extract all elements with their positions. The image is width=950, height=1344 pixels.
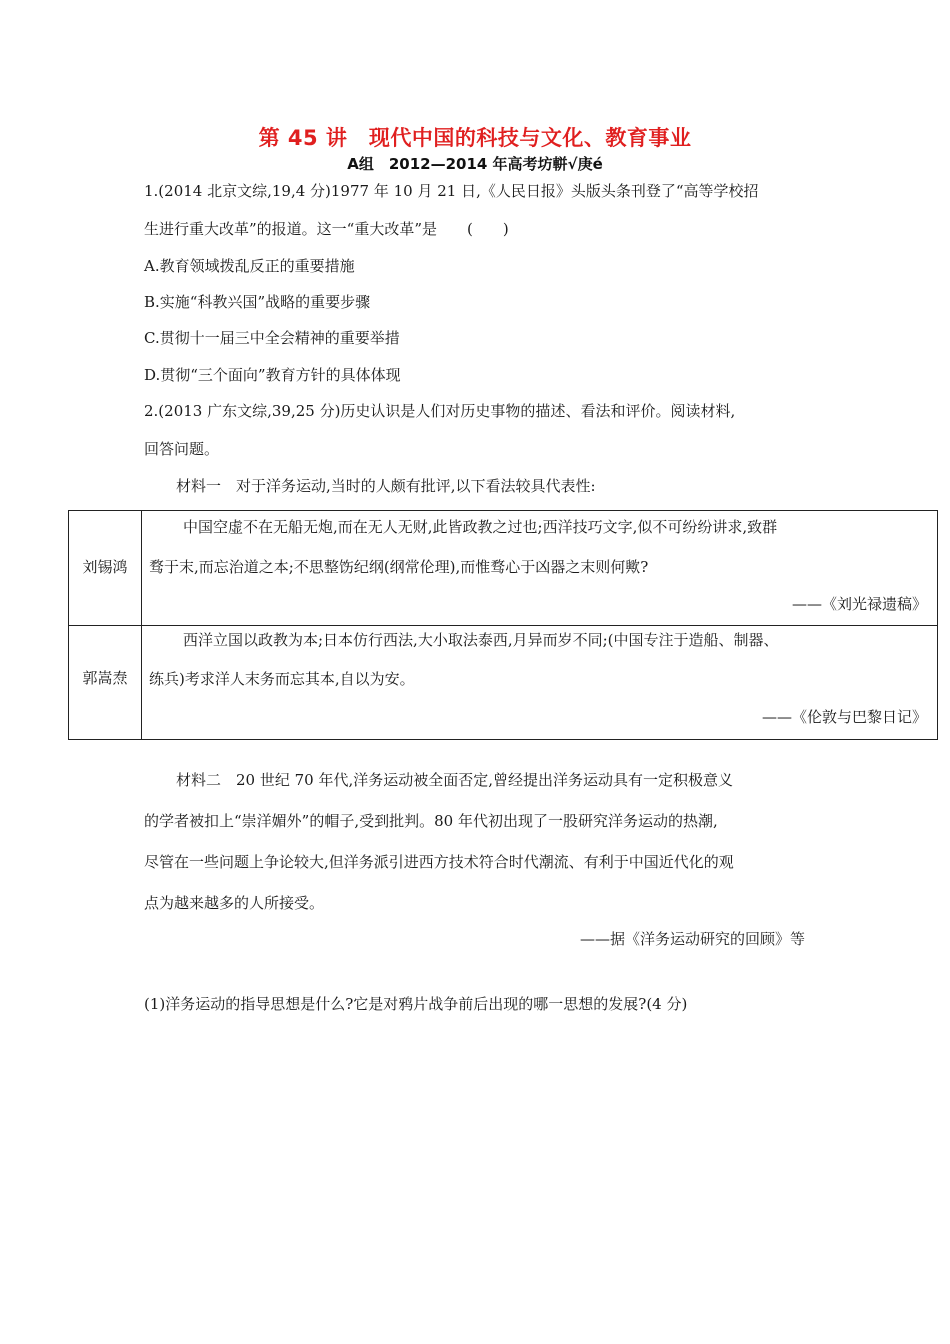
question1-option-c: C.贯彻十一届三中全会精神的重要举措 [144, 329, 400, 347]
table-row-divider [69, 625, 937, 626]
material2-source: ——据《洋务运动研究的回顾》等 [579, 930, 805, 948]
material2-line: 尽管在一些问题上争论较大,但洋务派引进西方技术符合时代潮流、有利于中国近代化的观 [144, 853, 734, 871]
material1-intro: 材料一 对于洋务运动,当时的人颇有批评,以下看法较具代表性: [176, 477, 596, 495]
question1-stem-line1: 1.(2014 北京文综,19,4 分)1977 年 10 月 21 日,《人民日报》头版头条刊登了“高等学校招 [144, 182, 759, 200]
section-heading: A组 2012—2014 年高考坊軿√庚é [347, 155, 603, 173]
sub-question-1: (1)洋务运动的指导思想是什么?它是对鸦片战争前后出现的哪一思想的发展?(4 分) [144, 995, 688, 1013]
page-title: 第 45 讲 现代中国的科技与文化、教育事业 [258, 126, 692, 150]
material2-line: 材料二 20 世纪 70 年代,洋务运动被全面否定,曾经提出洋务运动具有一定积极意义 [176, 771, 734, 789]
table-row-name: 刘锡鸿 [82, 558, 128, 576]
material2-line: 点为越来越多的人所接受。 [144, 894, 325, 912]
question1-option-a: A.教育领域拨乱反正的重要措施 [144, 257, 355, 275]
question2-stem-line2: 回答问题。 [144, 440, 220, 458]
question2-stem-line1: 2.(2013 广东文综,39,25 分)历史认识是人们对历史事物的描述、看法和评价。阅读材料, [144, 402, 736, 420]
question1-stem-line2: 生进行重大改革”的报道。这一“重大改革”是 ( ) [144, 220, 509, 238]
question1-option-d: D.贯彻“三个面向”教育方针的具体体现 [144, 366, 401, 384]
material-table [68, 510, 938, 740]
table-row-text: 骛于末,而忘治道之本;不思整饬纪纲(纲常伦理),而惟骛心于凶器之末则何歟? [149, 558, 649, 576]
table-row-name: 郭嵩焘 [82, 669, 128, 687]
table-row-text: 练兵)考求洋人末务而忘其本,自以为安。 [149, 670, 415, 688]
table-row-source: ——《刘光禄遗稿》 [791, 595, 927, 613]
material2-line: 的学者被扣上“崇洋媚外”的帽子,受到批判。80 年代初出现了一股研究洋务运动的热潮, [144, 812, 718, 830]
table-row-source: ——《伦敦与巴黎日记》 [761, 708, 927, 726]
question1-option-b: B.实施“科教兴国”战略的重要步骤 [144, 293, 371, 311]
table-row-text: 西洋立国以政教为本;日本仿行西法,大小取法泰西,月异而岁不同;(中国专注于造船、制器、 [183, 631, 779, 649]
table-row-text: 中国空虚不在无船无炮,而在无人无财,此皆政教之过也;西洋技巧文字,似不可纷纷讲求,致群 [183, 518, 778, 536]
